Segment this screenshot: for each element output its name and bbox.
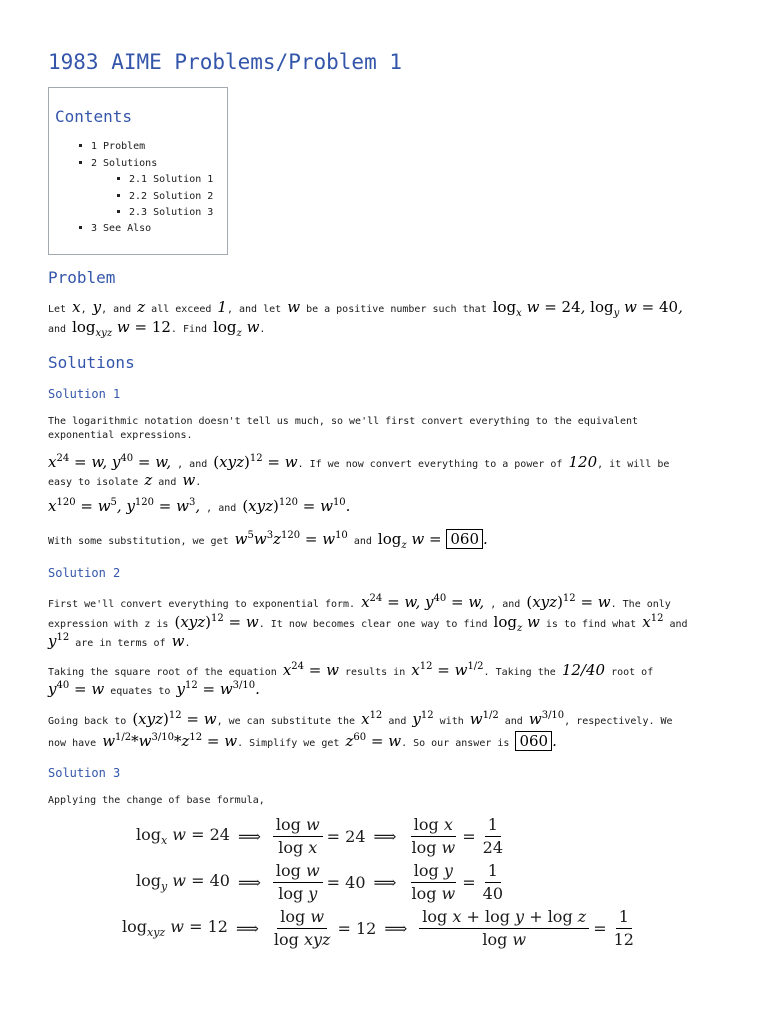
toc-item-problem[interactable]: 1 Problem (79, 141, 145, 152)
solution-2-heading: Solution 2 (48, 566, 121, 580)
solution-3-heading: Solution 3 (48, 766, 121, 780)
toc-item-solution-1[interactable]: 2.1 Solution 1 (117, 174, 213, 185)
problem-line-2: and $\log_{xyz} w = 12$. Find $\log_z w$. (48, 318, 266, 339)
s2-para-2a: Taking the square root of the equation $x^{24} = w$ results in $x^{12} = w^{1/2}$. Taking the 12/40 root of (48, 661, 654, 679)
page-title: 1983 AIME Problems/Problem 1 (48, 50, 403, 74)
s3-equation-1: $\log_x w = 24$ ⟹ $\frac{\text{log w}}{\text{log x}}$ = 24 ⟹ $\frac{\text{log x}}{\text{log w}}$ = $\frac{1}{24}$ (136, 815, 504, 857)
s3-para-1: Applying the change of base formula, (48, 795, 265, 806)
s2-para-1b: expression with z is (xyz)$^{12}$ = w. It now becomes clear one way to find $\log_z w$ is to find what $x^{12}$ and (48, 613, 688, 634)
s1-para-4: With some substitution, we get $w^5w^3z^{120} = w^{10}$ and $\log_z w = 060$ . (48, 530, 488, 551)
solution-1-heading: Solution 1 (48, 387, 121, 401)
s3-equation-3: $\log_{xyz} w = 12$ ⟹ $\frac{\text{log w}}{\text{log xyz}}$ = 12 ⟹ $\frac{\text{log x + log y + log z}}{\text{log w}}$ = $\frac{1}{12}$ (122, 907, 634, 949)
problem-heading: Problem (48, 268, 116, 287)
s1-para-2a: $x^{24} = w$, $y^{40} = w$, , and (xyz)$^{12}$ = w. If we now convert everything to a power of 120, it will be (48, 453, 670, 471)
s2-para-3b: now have $w^{1/2}*w^{3/10}*z^{12} = w$. Simplify we get $z^{60} = w$. So our answer is 060 . (48, 732, 557, 750)
s2-para-1a: First we'll convert everything to exponential form. $x^{24} = w$, $y^{40} = w$, , and (xyz)$^{12}$ = w. The only (48, 593, 671, 611)
toc-item-see-also[interactable]: 3 See Also (79, 223, 151, 234)
toc-item-solution-3[interactable]: 2.3 Solution 3 (117, 207, 213, 218)
problem-line-1: Let x, y, and z all exceed 1, and let w be a positive number such that $\log_x w = 24$, $\log_y w = 40$, (48, 298, 683, 319)
s2-para-1c: $y^{12}$ are in terms of w. (48, 632, 191, 650)
s2-para-2b: $y^{40} = w$ equates to $y^{12} = w^{3/10}$. (48, 680, 260, 698)
s1-para-2b: easy to isolate z and w. (48, 471, 202, 489)
toc-heading: Contents (55, 107, 133, 126)
toc-item-solutions[interactable]: 2 Solutions (79, 158, 157, 169)
s1-answer-box: 060 (446, 529, 483, 549)
s2-answer-box: 060 (515, 731, 552, 751)
s1-para-1b: exponential expressions. (48, 430, 193, 441)
solutions-heading: Solutions (48, 353, 135, 372)
toc-item-solution-2[interactable]: 2.2 Solution 2 (117, 191, 213, 202)
s3-equation-2: $\log_y w = 40$ ⟹ $\frac{\text{log w}}{\text{log y}}$ = 40 ⟹ $\frac{\text{log y}}{\text{log w}}$ = $\frac{1}{40}$ (136, 861, 504, 903)
s2-para-3a: Going back to (xyz)$^{12}$ = w, we can substitute the $x^{12}$ and $y^{12}$ with $w^{1/2}$ and $w^{3/10}$, respectively. We (48, 710, 673, 728)
s1-para-3: $x^{120} = w^5$, $y^{120} = w^3$, , and $(xyz)^{120} = w^{10}$. (48, 497, 351, 515)
table-of-contents (48, 87, 228, 255)
s1-para-1a: The logarithmic notation doesn't tell us much, so we'll first convert everything to the equivalent (48, 416, 639, 427)
